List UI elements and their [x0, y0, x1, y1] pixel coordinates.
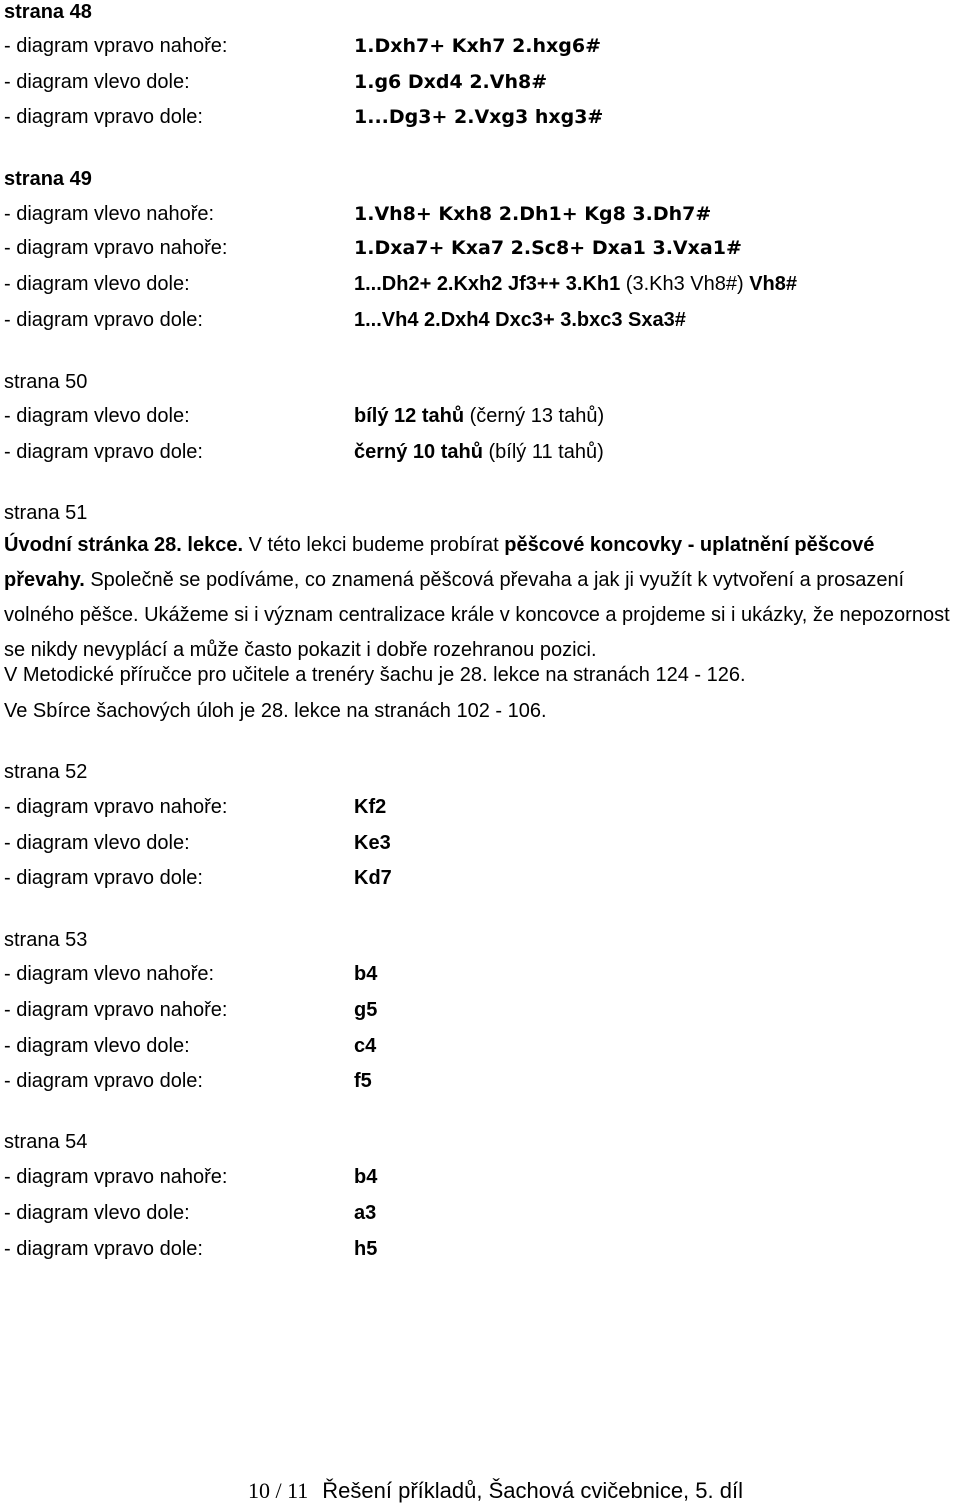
diagram-label: - diagram vpravo nahoře:	[4, 796, 228, 818]
answer-row	[4, 831, 391, 855]
answer-row	[4, 202, 711, 226]
diagram-label: - diagram vpravo nahoře:	[4, 1166, 228, 1188]
diagram-label: - diagram vpravo dole:	[4, 106, 203, 128]
solution-move: h5	[354, 1238, 378, 1260]
document-title: Řešení příkladů, Šachová cvičebnice, 5. díl	[322, 1478, 743, 1503]
solution-move: Kf2	[354, 796, 387, 818]
answer-row	[4, 866, 392, 890]
page-number: 10 / 11	[248, 1478, 309, 1503]
diagram-label: - diagram vpravo dole:	[4, 441, 203, 463]
collection-reference: Ve Sbírce šachových úloh je 28. lekce na stranách 102 - 106.	[4, 700, 547, 722]
answer-row	[4, 998, 377, 1022]
lesson-text: Společně se podíváme, co znamená pěšcová převaha a jak ji využít k vytvoření a prosazení volného pěšce. Ukážeme si i význam centralizace krále v koncovce a projdeme si i ukázky, že nepozornost se nikdy nevyplácí a může často pokazit i dobře rozehranou pozici.	[4, 569, 950, 661]
solution-move: c4	[354, 1035, 377, 1057]
solution-move: f5	[354, 1070, 372, 1092]
diagram-label: - diagram vlevo dole:	[4, 405, 190, 427]
diagram-label: - diagram vpravo nahoře:	[4, 237, 228, 259]
answer-row	[4, 795, 386, 819]
solution-move: 1.Dxh7+ Kxh7 2.hxg6#	[354, 35, 602, 57]
diagram-label: - diagram vpravo dole:	[4, 1070, 203, 1092]
solution-moves-count: černý 10 tahů	[354, 441, 483, 463]
solution-move: g5	[354, 999, 378, 1021]
lesson-text: V této lekci budeme probírat	[243, 534, 505, 556]
answer-row	[4, 404, 604, 428]
answer-row	[4, 440, 604, 464]
lesson-heading: Úvodní stránka 28. lekce.	[4, 534, 244, 556]
solution-note: (černý 13 tahů)	[464, 405, 605, 427]
diagram-label: - diagram vpravo dole:	[4, 1238, 203, 1260]
solution-move: a3	[354, 1202, 377, 1224]
section-title-52: strana 52	[4, 761, 88, 783]
answer-row	[4, 308, 686, 332]
solution-move: 1.Vh8+ Kxh8 2.Dh1+ Kg8 3.Dh7#	[354, 203, 712, 225]
solution-moves-count: bílý 12 tahů	[354, 405, 465, 427]
answer-row	[4, 1069, 372, 1093]
answer-row	[4, 105, 603, 129]
solution-move: b4	[354, 1166, 378, 1188]
lesson-intro-paragraph	[4, 528, 959, 668]
methodology-reference: V Metodické příručce pro učitele a trenéry šachu je 28. lekce na stranách 124 - 126.	[4, 664, 746, 686]
section-title-54: strana 54	[4, 1131, 88, 1153]
lesson-topic: pěšcové koncovky - uplatnění pěšcové převahy.	[4, 534, 875, 591]
solution-variation: (3.Kh3 Vh8#)	[620, 273, 750, 295]
answer-row	[4, 272, 797, 296]
diagram-label: - diagram vlevo dole:	[4, 1202, 190, 1224]
diagram-label: - diagram vpravo nahoře:	[4, 999, 228, 1021]
diagram-label: - diagram vpravo dole:	[4, 867, 203, 889]
solution-move: 1...Dh2+ 2.Kxh2 Jf3++ 3.Kh1	[354, 273, 621, 295]
diagram-label: - diagram vlevo dole:	[4, 273, 190, 295]
answer-row	[4, 962, 377, 986]
solution-move: b4	[354, 963, 378, 985]
section-title-53: strana 53	[4, 929, 88, 951]
diagram-label: - diagram vpravo nahoře:	[4, 35, 228, 57]
answer-row	[4, 34, 601, 58]
answer-row	[4, 1201, 376, 1225]
diagram-label: - diagram vlevo nahoře:	[4, 963, 215, 985]
section-title-48: strana 48	[4, 1, 92, 23]
section-title-51: strana 51	[4, 502, 88, 524]
page-footer	[248, 1478, 743, 1505]
diagram-label: - diagram vlevo dole:	[4, 1035, 190, 1057]
answer-row	[4, 1165, 377, 1189]
answer-row	[4, 1237, 377, 1261]
answer-row	[4, 1034, 376, 1058]
solution-move: Ke3	[354, 832, 391, 854]
solution-move: 1...Vh4 2.Dxh4 Dxc3+ 3.bxc3 Sxa3#	[354, 309, 686, 331]
diagram-label: - diagram vlevo dole:	[4, 71, 190, 93]
solution-note: (bílý 11 tahů)	[482, 441, 604, 463]
diagram-label: - diagram vpravo dole:	[4, 309, 203, 331]
solution-move: 1...Dg3+ 2.Vxg3 hxg3#	[354, 106, 604, 128]
section-title-49: strana 49	[4, 168, 92, 190]
solution-move: 1.Dxa7+ Kxa7 2.Sc8+ Dxa1 3.Vxa1#	[354, 237, 742, 259]
answer-row	[4, 70, 547, 94]
solution-move: 1.g6 Dxd4 2.Vh8#	[354, 71, 548, 93]
solution-move-end: Vh8#	[749, 273, 798, 295]
section-title-50: strana 50	[4, 371, 88, 393]
diagram-label: - diagram vlevo dole:	[4, 832, 190, 854]
diagram-label: - diagram vlevo nahoře:	[4, 203, 215, 225]
answer-row	[4, 236, 742, 260]
solution-move: Kd7	[354, 867, 392, 889]
